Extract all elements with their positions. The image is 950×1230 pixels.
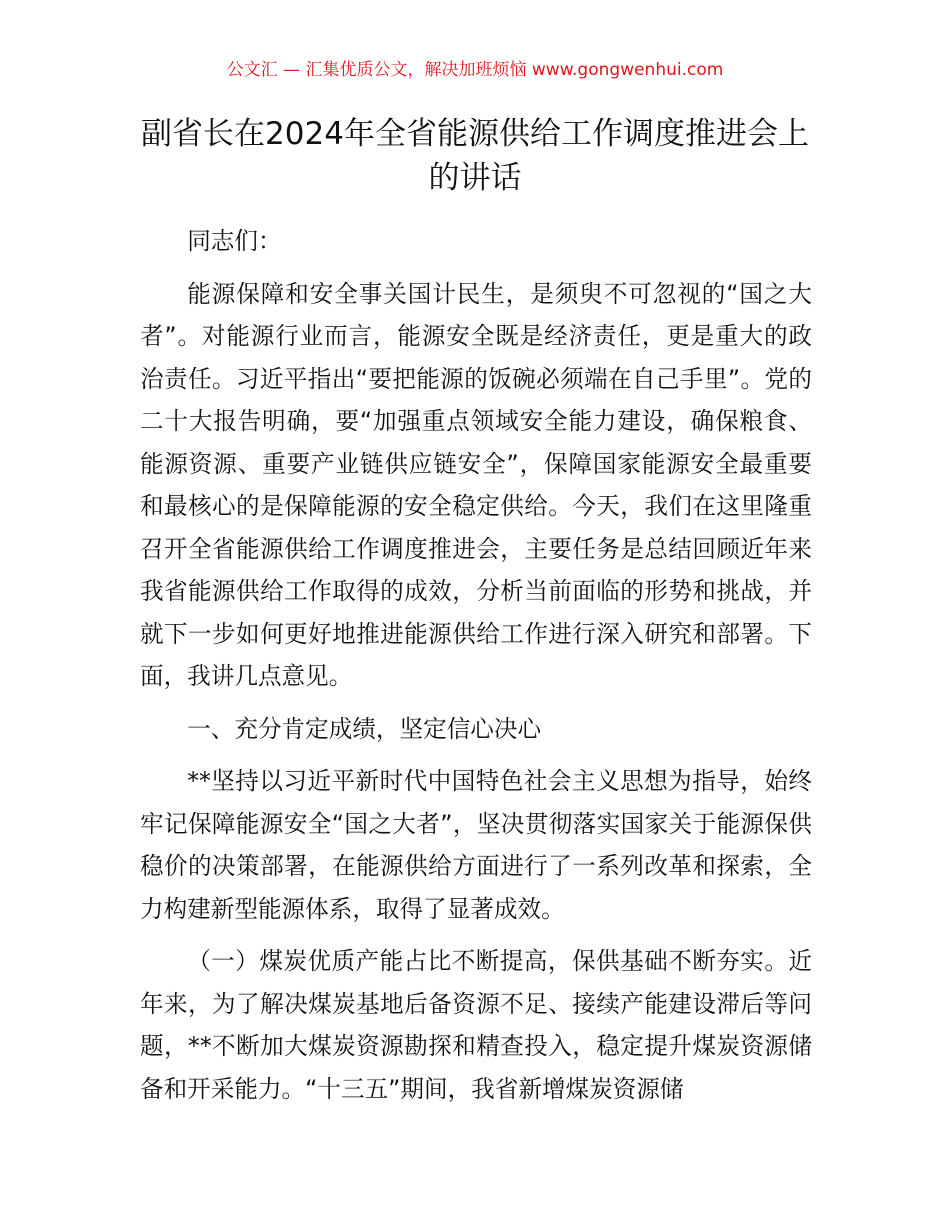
section-heading-1: 一、充分肯定成绩，坚定信心决心 bbox=[187, 714, 542, 743]
paragraph-intro: 能源保障和安全事关国计民生，是须臾不可忽视的“国之大者”。对能源行业而言，能源安全既是经济责任，更是重大的政治责任。习近平指出“要把能源的饭碗必须端在自己手里”。党的二十大报告明确，要“加强重点领域安全能力建设，确保粮食、能源资源、重要产业链供应链安全”，保障国家能源安全最重要和最核心的是保障能源的安全稳定供给。今天，我们在这里隆重召开全省能源供给工作调度推进会，主要任务是总结回顾近年来我省能源供给工作取得的成效，分析当前面临的形势和挑战，并就下一步如何更好地推进能源供给工作进行深入研究和部署。下面，我讲几点意见。 bbox=[140, 279, 812, 690]
paragraph-coal-capacity: （一）煤炭优质产能占比不断提高，保供基础不断夯实。近年来，为了解决煤炭基地后备资源不足、接续产能建设滞后等问题，**不断加大煤炭资源勘探和精查投入，稳定提升煤炭资源储备和开采能力。“十三五”期间，我省新增煤炭资源储 bbox=[140, 947, 812, 1103]
document-body bbox=[140, 220, 812, 1110]
salutation: 同志们： bbox=[187, 227, 282, 255]
document-title: 副省长在2024年全省能源供给工作调度推进会上的讲话 bbox=[141, 116, 809, 196]
paragraph-achievements: **坚持以习近平新时代中国特色社会主义思想为指导，始终牢记保障能源安全“国之大者”，坚决贯彻落实国家关于能源保供稳价的决策部署，在能源供给方面进行了一系列改革和探索，全力构建新型能源体系，取得了显著成效。 bbox=[140, 767, 812, 923]
watermark-header: 公文汇 — 汇集优质公文，解决加班烦恼 www.gongwenhui.com bbox=[226, 60, 724, 80]
